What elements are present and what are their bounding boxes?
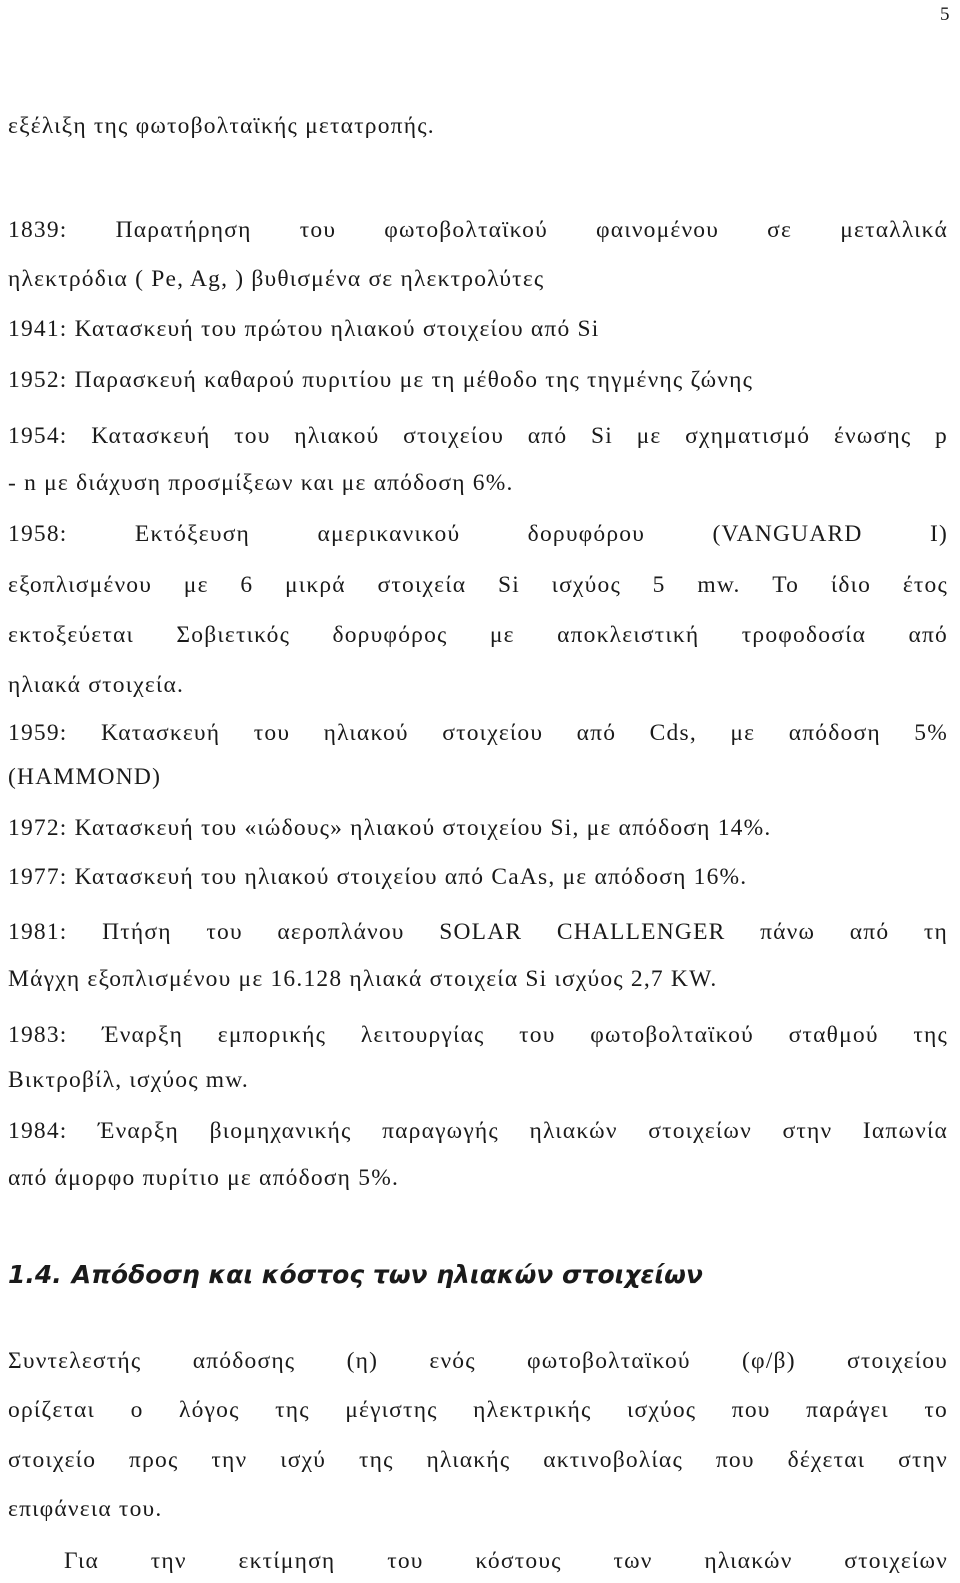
timeline-1984-line-2: από άμορφο πυρίτιο με απόδοση 5%. [8,1165,400,1191]
timeline-1981-line-2: Μάγχη εξοπλισμένου με 16.128 ηλιακά στοιχεία Si ισχύος 2,7 KW. [8,966,718,992]
timeline-1972: 1972: Κατασκευή του «ιώδους» ηλιακού στοιχείου Si, με απόδοση 14%. [8,815,772,841]
timeline-1984-line-1: 1984: Έναρξη βιομηχανικής παραγωγής ηλιακών στοιχείων στην Ιαπωνία [8,1118,948,1144]
timeline-1977: 1977: Κατασκευή του ηλιακού στοιχείου από CaAs, με απόδοση 16%. [8,864,748,890]
timeline-1941: 1941: Κατασκευή του πρώτου ηλιακού στοιχείου από Si [8,316,600,342]
timeline-1954-line-2: - n με διάχυση προσμίξεων και με απόδοση 6%. [8,470,514,496]
timeline-1983-line-2: Βικτροβίλ, ισχύος mw. [8,1067,249,1093]
section-title: Απόδοση και κόστος των ηλιακών στοιχείων [71,1260,703,1289]
paragraph-line-2: ορίζεται ο λόγος της μέγιστης ηλεκτρικής ισχύος που παράγει το [8,1397,948,1423]
timeline-1958-line-4: ηλιακά στοιχεία. [8,672,185,698]
paragraph-line-3: στοιχείο προς την ισχύ της ηλιακής ακτινοβολίας που δέχεται στην [8,1447,948,1473]
paragraph-line-5: Για την εκτίμηση του κόστους των ηλιακών στοιχείων [64,1548,948,1574]
paragraph-line-1: Συντελεστής απόδοσης (η) ενός φωτοβολταϊκού (φ/β) στοιχείου [8,1348,948,1374]
section-number: 1.4. [8,1260,62,1289]
timeline-1958-line-1: 1958: Εκτόξευση αμερικανικού δορυφόρου (VANGUARD I) [8,521,948,547]
timeline-1983-line-1: 1983: Έναρξη εμπορικής λειτουργίας του φωτοβολταϊκού σταθμού της [8,1022,948,1048]
timeline-1958-line-3: εκτοξεύεται Σοβιετικός δορυφόρος με αποκλειστική τροφοδοσία από [8,622,948,648]
timeline-1839-line-1: 1839: Παρατήρηση του φωτοβολταϊκού φαινομένου σε μεταλλικά [8,217,948,243]
paragraph-line-4: επιφάνεια του. [8,1496,163,1522]
page-number: 5 [940,4,950,25]
timeline-1959-line-1: 1959: Κατασκευή του ηλιακού στοιχείου από Cds, με απόδοση 5% [8,720,948,746]
timeline-1952: 1952: Παρασκευή καθαρού πυριτίου με τη μέθοδο της τηγμένης ζώνης [8,367,754,393]
timeline-1958-line-2: εξοπλισμένου με 6 μικρά στοιχεία Si ισχύος 5 mw. Το ίδιο έτος [8,572,948,598]
timeline-1954-line-1: 1954: Κατασκευή του ηλιακού στοιχείου από Si με σχηματισμό ένωσης p [8,423,948,449]
timeline-1959-line-2: (HAMMOND) [8,764,162,790]
timeline-1839-line-2: ηλεκτρόδια ( Pe, Ag, ) βυθισμένα σε ηλεκτρολύτες [8,266,545,292]
intro-line: εξέλιξη της φωτοβολταϊκής μετατροπής. [8,113,435,139]
timeline-1981-line-1: 1981: Πτήση του αεροπλάνου SOLAR CHALLENGER πάνω από τη [8,919,948,945]
section-heading [8,1260,703,1289]
